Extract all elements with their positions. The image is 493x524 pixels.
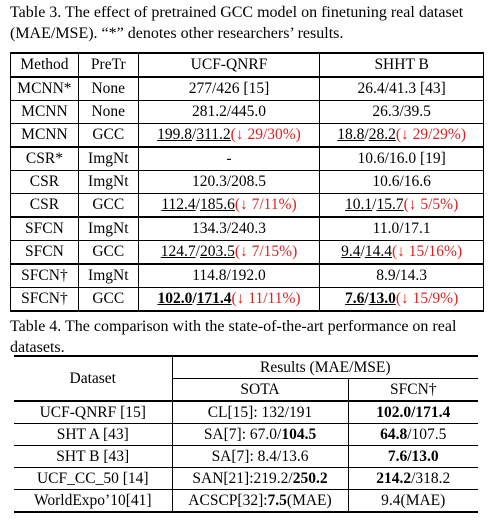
table4-header-results: Results (MAE/MSE) (172, 356, 478, 379)
sota-text: SA[7]: 67.0/ (203, 426, 282, 443)
table-row (11, 264, 484, 288)
method-cell: SFCN (11, 241, 79, 265)
sht-mae: 7.6 (345, 290, 365, 307)
sfcn-bold: 64.8 (380, 426, 408, 443)
ucf-cell: 114.8/192.0 (138, 264, 320, 288)
pretr-cell: GCC (78, 194, 138, 218)
sht-mse: 13.0 (368, 290, 396, 307)
pretr-cell: ImgNt (78, 171, 138, 194)
sota-bold: 7.5 (267, 492, 287, 509)
table4 (14, 355, 478, 513)
sep: / (195, 243, 200, 260)
table-row (11, 171, 484, 194)
sfcn-bold: 214.2 (376, 470, 412, 487)
table-row (11, 241, 484, 265)
ucf-mae: 102.0 (157, 290, 193, 307)
sota-bold: 104.5 (281, 426, 317, 443)
ucf-delta: (↓ 7/11%) (234, 196, 297, 213)
sep: / (372, 196, 377, 213)
sht-cell (320, 241, 484, 265)
sht-cell (320, 288, 484, 312)
ucf-mae: 124.7 (160, 243, 196, 260)
sht-mse: 15.7 (376, 196, 404, 213)
sht-mae: 10.1 (345, 196, 373, 213)
ucf-cell (138, 194, 320, 218)
method-cell: SFCN† (11, 288, 79, 312)
sht-mae: 18.8 (337, 126, 365, 143)
sfcn-text: 7.6/13.0 (387, 448, 439, 465)
method-cell: CSR (11, 171, 79, 194)
table-row (14, 401, 478, 424)
table-row (11, 147, 484, 171)
sep: / (360, 243, 365, 260)
sota-cell (172, 401, 348, 424)
ucf-cell: 134.3/240.3 (138, 217, 320, 241)
sota-bold: 250.2 (292, 470, 328, 487)
sht-delta: (↓ 29/29%) (395, 126, 467, 143)
sht-mae: 9.4 (341, 243, 361, 260)
ucf-delta: (↓ 29/30%) (230, 126, 301, 143)
sfcn-text: 9.4(MAE) (381, 492, 446, 509)
method-cell: CSR (11, 194, 79, 218)
table3-header-row (11, 53, 484, 77)
dataset-cell: UCF_CC_50 [14] (14, 468, 172, 490)
sht-cell (320, 194, 484, 218)
pretr-cell: GCC (78, 124, 138, 148)
ucf-mae: 112.4 (161, 196, 196, 213)
sota-text: CL[15]: 132/191 (207, 404, 313, 421)
ucf-mae: 199.8 (157, 126, 193, 143)
pretr-cell: None (78, 101, 138, 124)
table-row (14, 424, 478, 446)
table-row (14, 468, 478, 490)
ucf-cell: 277/426 [15] (138, 77, 320, 101)
sht-cell: 8.9/14.3 (320, 264, 484, 288)
sfcn-text: /318.2 (411, 470, 451, 487)
table3-header-pretr: PreTr (78, 53, 138, 77)
table4-header-sota: SOTA (172, 379, 348, 402)
dataset-cell: SHT B [43] (14, 446, 172, 468)
table3 (10, 52, 484, 312)
method-cell: MCNN (11, 101, 79, 124)
ucf-cell: 120.3/208.5 (138, 171, 320, 194)
table-row (11, 77, 484, 101)
sht-cell: 10.6/16.0 [19] (320, 147, 484, 171)
sfcn-text: 102.0/171.4 (376, 404, 451, 421)
table4-header-sfcn: SFCN† (348, 379, 478, 402)
sht-mse: 28.2 (368, 126, 396, 143)
ucf-cell: 281.2/445.0 (138, 101, 320, 124)
sht-delta: (↓ 5/5%) (403, 196, 459, 213)
ucf-cell (138, 288, 320, 312)
dataset-cell: WorldExpo’10[41] (14, 490, 172, 513)
table-row (14, 446, 478, 468)
table-row (11, 101, 484, 124)
sota-text: ACSCP[32]: (188, 492, 268, 509)
sep: / (192, 126, 197, 143)
sfcn-text: /107.5 (407, 426, 447, 443)
table-row (11, 124, 484, 148)
ucf-mse: 171.4 (196, 290, 232, 307)
table4-header-row (14, 356, 478, 379)
table3-header-method: Method (11, 53, 79, 77)
ucf-cell (138, 241, 320, 265)
sota-cell (172, 490, 348, 513)
ucf-mse: 311.2 (196, 126, 231, 143)
table-row (11, 288, 484, 312)
sfcn-cell (348, 468, 478, 490)
sht-cell: 26.4/41.3 [43] (320, 77, 484, 101)
table4-header-dataset: Dataset (14, 356, 172, 401)
ucf-cell: - (138, 147, 320, 171)
ucf-delta: (↓ 7/15%) (234, 243, 298, 260)
sota-cell (172, 468, 348, 490)
table3-header-ucf: UCF-QNRF (138, 53, 320, 77)
table4-caption: Table 4. The comparison with the state-of-the-art performance on real datasets. (10, 318, 457, 356)
method-cell: SFCN† (11, 264, 79, 288)
ucf-mse: 185.6 (199, 196, 235, 213)
pretr-cell: None (78, 77, 138, 101)
sep: / (192, 290, 197, 307)
sht-delta: (↓ 15/9%) (395, 290, 459, 307)
sota-cell (172, 424, 348, 446)
sfcn-cell (348, 446, 478, 468)
sota-text: SA[7]: 8.4/13.6 (211, 448, 309, 465)
sep: / (195, 196, 200, 213)
sht-mse: 14.4 (364, 243, 392, 260)
sfcn-cell (348, 401, 478, 424)
dataset-cell: UCF-QNRF [15] (14, 401, 172, 424)
sfcn-cell (348, 424, 478, 446)
sota-cell (172, 446, 348, 468)
method-cell: MCNN* (11, 77, 79, 101)
table3-header-sht: SHHT B (320, 53, 484, 77)
pretr-cell: ImgNt (78, 264, 138, 288)
table-row (11, 217, 484, 241)
table-row (14, 490, 478, 513)
sep: / (364, 126, 369, 143)
pretr-cell: GCC (78, 241, 138, 265)
ucf-cell (138, 124, 320, 148)
method-cell: MCNN (11, 124, 79, 148)
dataset-cell: SHT A [43] (14, 424, 172, 446)
sht-delta: (↓ 15/16%) (391, 243, 463, 260)
ucf-mse: 203.5 (199, 243, 235, 260)
sota-text: SAN[21]:219.2/ (192, 470, 293, 487)
sep: / (364, 290, 369, 307)
method-cell: CSR* (11, 147, 79, 171)
ucf-delta: (↓ 11/11%) (231, 290, 301, 307)
sfcn-cell (348, 490, 478, 513)
sht-cell: 11.0/17.1 (320, 217, 484, 241)
sht-cell: 10.6/16.6 (320, 171, 484, 194)
sota-suffix: (MAE) (286, 492, 332, 509)
table3-caption: Table 3. The effect of pretrained GCC model on finetuning real dataset (MAE/MSE). “*” denotes other researchers’ results. (10, 4, 464, 42)
sht-cell (320, 124, 484, 148)
method-cell: SFCN (11, 217, 79, 241)
pretr-cell: GCC (78, 288, 138, 312)
pretr-cell: ImgNt (78, 147, 138, 171)
pretr-cell: ImgNt (78, 217, 138, 241)
table-row (11, 194, 484, 218)
sht-cell: 26.3/39.5 (320, 101, 484, 124)
